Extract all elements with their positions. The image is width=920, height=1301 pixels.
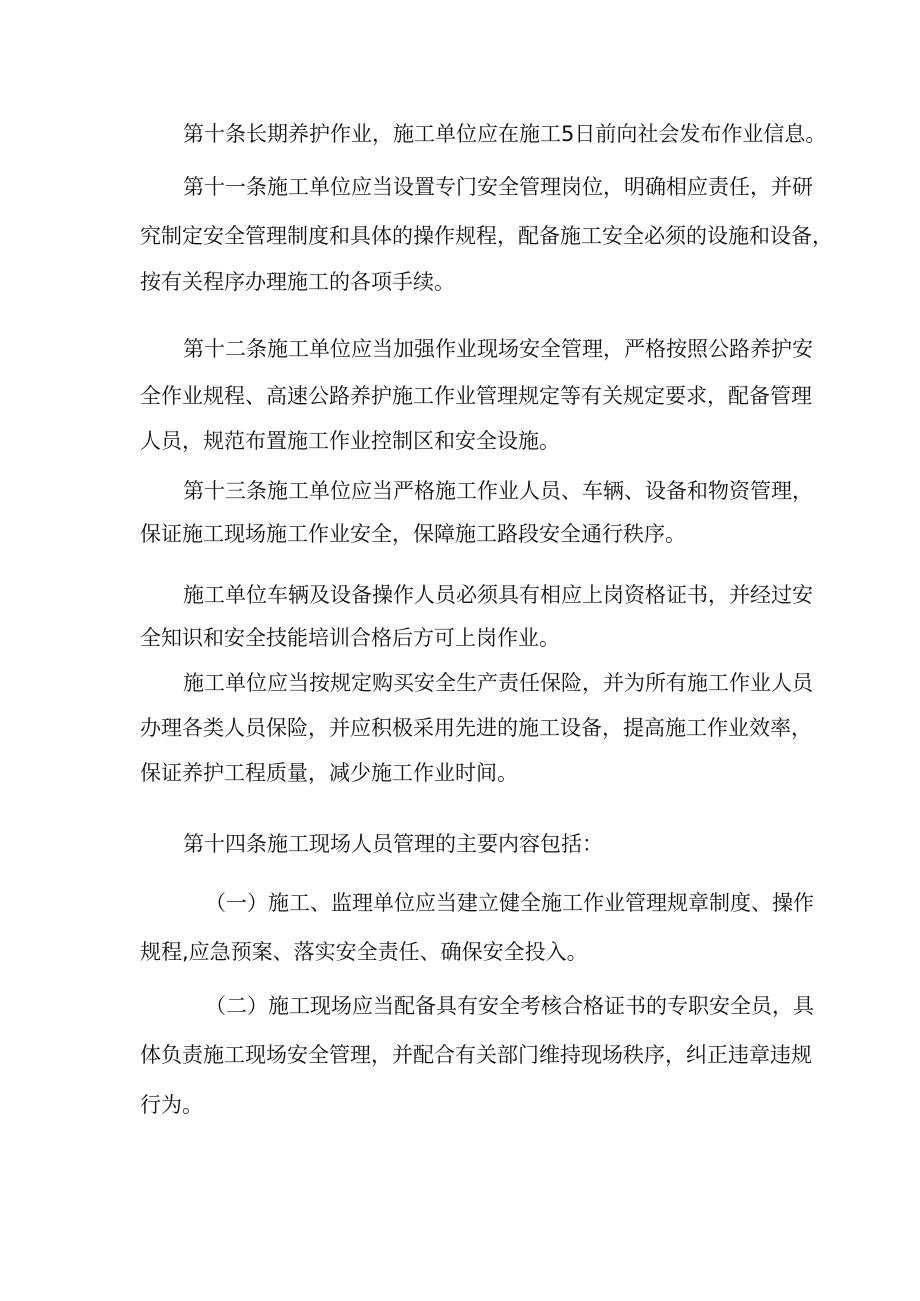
- paragraph-article-10: [183, 113, 827, 155]
- paragraph-article-13-p2-cont: [140, 617, 740, 659]
- paragraph-article-14: [183, 823, 783, 865]
- paragraph-article-13-p2: [183, 574, 813, 616]
- text-line: 规程,应急预案、落实安全责任、确保安全投入。: [140, 940, 588, 964]
- text-line: 第十三条施工单位应当严格施工作业人员、车辆、设备和物资管理，: [183, 479, 813, 503]
- paragraph-article-11: [183, 166, 813, 208]
- text-line: 按有关程序办理施工的各项手续。: [140, 270, 455, 294]
- paragraph-article-13-p3: [183, 662, 813, 704]
- paragraph-article-13-cont: [140, 513, 740, 555]
- text-line: 施工单位应当按规定购买安全生产责任保险，并为所有施工作业人员: [183, 671, 813, 695]
- text-line: 办理各类人员保险，并应积极采用先进的施工设备，提高施工作业效率，: [140, 716, 812, 740]
- text-line: 全知识和安全技能培训合格后方可上岗作业。: [140, 626, 560, 650]
- text-line: 保证施工现场施工作业安全，保障施工路段安全通行秩序。: [140, 522, 686, 546]
- text-line: 行为。: [140, 1093, 203, 1117]
- paragraph-article-12-cont: [140, 374, 812, 464]
- text-line: 全作业规程、高速公路养护施工作业管理规定等有关规定要求，配备管理: [140, 384, 812, 408]
- paragraph-article-14-item-2-cont: [140, 1030, 812, 1130]
- paragraph-article-13: [183, 470, 813, 512]
- paragraph-article-14-item-1: [205, 882, 814, 924]
- text-line: （二）施工现场应当配备具有安全考核合格证书的专职安全员，具: [205, 994, 814, 1018]
- paragraph-article-13-p3-cont: [140, 706, 812, 796]
- text-line: 第十四条施工现场人员管理的主要内容包括：: [183, 832, 603, 856]
- text-line: 保证养护工程质量，减少施工作业时间。: [140, 761, 518, 785]
- text-line: 第十条长期养护作业，施工单位应在施工5日前向社会发布作业信息。: [183, 122, 827, 146]
- paragraph-article-14-item-1-cont: [140, 931, 740, 973]
- text-line: 体负责施工现场安全管理，并配合有关部门维持现场秩序，纠正违章违规: [140, 1043, 812, 1067]
- text-line: 人员，规范布置施工作业控制区和安全设施。: [140, 429, 560, 453]
- paragraph-article-14-item-2: [205, 985, 814, 1027]
- text-line: 第十一条施工单位应当设置专门安全管理岗位，明确相应责任，并研: [183, 175, 813, 199]
- paragraph-article-12: [183, 328, 813, 370]
- text-line: 究制定安全管理制度和具体的操作规程，配备施工安全必须的设施和设备，: [140, 224, 833, 248]
- text-line: 施工单位车辆及设备操作人员必须具有相应上岗资格证书，并经过安: [183, 583, 813, 607]
- text-line: 第十二条施工单位应当加强作业现场安全管理，严格按照公路养护安: [183, 337, 813, 361]
- text-line: （一）施工、监理单位应当建立健全施工作业管理规章制度、操作: [205, 891, 814, 915]
- paragraph-article-11-cont: [140, 213, 833, 305]
